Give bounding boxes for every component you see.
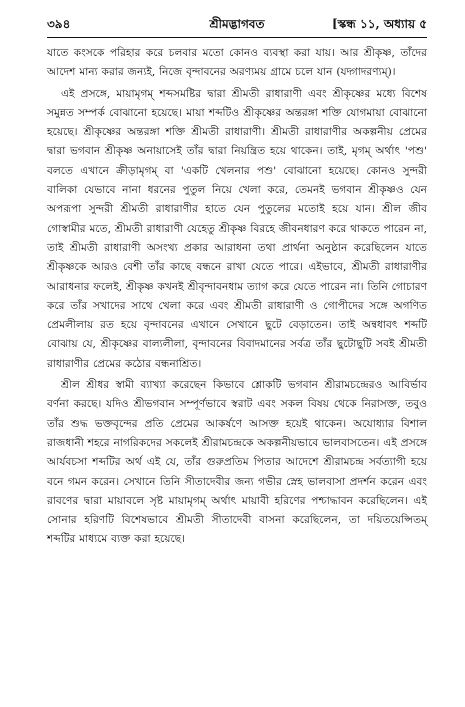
section-label: [স্কন্ধ ১১, অধ্যায় ৫ bbox=[331, 17, 427, 31]
book-title: শ্রীমদ্ভাগবত bbox=[209, 17, 265, 31]
paragraph-purport-radharani: এই প্রসঙ্গে, মায়ামৃগম্ শব্দসমষ্টির দ্বারা শ্রীমতী রাধারাণী এবং শ্রীকৃষ্ণের মধ্যে বিশেষ সমুন্নত সম্পর্ক বোঝানো হয়েছে। মায়া শব্দটিও শ্রীকৃষ্ণের অন্তরঙ্গা শক্তি যোগমায়া বোঝানো হয়েছে। শ্রীকৃষ্ণের অন্তরঙ্গা শক্তি শ্রীমতী রাধারাণী। শ্রীমতী রাধারাণীর অকল্পনীয় প্রেমের দ্বারা ভগবান শ্রীকৃষ্ণ অনায়াসেই তাঁর দ্বারা নিয়ন্ত্রিত হয়ে থাকেন। তাই, মৃগম্ অর্থাৎ 'পশু' বলতে এখানে ক্রীড়ামৃগম্ বা 'একটি খেলনার পশু' বোঝানো হয়েছে। কোনও সুন্দরী বালিকা যেভাবে নানা ধরনের পুতুল নিয়ে খেলা করে, তেমনই ভগবান শ্রীকৃষ্ণও যেন অপরূপা সুন্দরী শ্রীমতী রাধারাণীর হাতে যেন পুতুলের মতোই হয়ে যান। শ্রীল জীব গোস্বামীর মতে, শ্রীমতী রাধারাণী যেহেতু শ্রীকৃষ্ণ বিরহে জীবনধারণ করে থাকতে পারেন না, তাই শ্রীমতী রাধারাণী অসংখ্য প্রকার আরাধনা তথা প্রার্থনা অনুষ্ঠান করেছিলেন যাতে শ্রীকৃষ্ণকে আরও বেশী তাঁর কাছে বন্ধনে রাখা যেতে পারে। এইভাবে, শ্রীমতী রাধারাণীর আরাধনার ফলেই, শ্রীকৃষ্ণ কখনই শ্রীবৃন্দাবনধাম ত্যাগ করে যেতে পারেন না। তিনি গোচারণ করে তাঁর সখাদের সাথে খেলা করে এবং শ্রীমতী রাধারাণী ও গোপীদের সঙ্গে অগণিত প্রেমলীলায় রত হয়ে বৃন্দাবনের এখানে সেখানে ছুটে বেড়াতেন। তাই অন্বধাবৎ শব্দটি বোঝায় যে, শ্রীকৃষ্ণের বাল্যলীলা, বৃন্দাবনের বিবাদমানের সর্বত্র তাঁর ছুটোছুটি সবই শ্রীমতী রাধারাণীর প্রেমের কঠোর বন্ধনাশ্রিত। bbox=[47, 87, 427, 370]
paragraph-continuation: যাতে কংসকে পরিহার করে চলবার মতো কোনও ব্যবস্থা করা যায়। আর শ্রীকৃষ্ণ, তাঁদের আদেশ মান্য করার জন্যই, নিজে বৃন্দাবনের অরণ্যময় গ্রামে চলে যান (যদ্গাদরণ্যম্)। bbox=[47, 47, 427, 79]
page-header bbox=[47, 14, 427, 34]
header-rule bbox=[47, 37, 427, 38]
page-number: ৩৯৪ bbox=[47, 17, 71, 31]
paragraph-purport-ramachandra: শ্রীল শ্রীধর স্বামী ব্যাখ্যা করেছেন কিভাবে শ্লোকটি ভগবান শ্রীরামচন্দ্রেরও আবির্ভাব বর্ণনা করছে। যদিও শ্রীভগবান সম্পূর্ণভাবে স্বরাট এবং সকল বিষয় থেকে নিরাসক্ত, তবুও তাঁর শুদ্ধ ভক্তবৃন্দের প্রতি প্রেমের আকর্ষণে আসক্ত হয়েই থাকেন। অযোধ্যার বিশাল রাজধানী শহরে নাগরিকদের সকলেই শ্রীরামচন্দ্রকে অকল্পনীয়ভাবে ভালবাসতেন। এই প্রসঙ্গে আর্যবচসা শব্দটির অর্থ এই যে, তাঁর গুরুপ্রতিম পিতার আদেশে শ্রীরামচন্দ্র সর্বত্যাগী হয়ে বনে গমন করেন। সেখানে তিনি সীতাদেবীর জন্য গভীর স্নেহ ভালবাসা প্রদর্শন করেন এবং রাবণের দ্বারা মায়াবলে সৃষ্ট মায়ামৃগম্ অর্থাৎ মায়াবী হরিণের পশ্চাদ্ধাবন করেছিলেন। এই সোনার হরিণটি বিশেষভাবে শ্রীমতী সীতাদেবী বাসনা করেছিলেন, তা দয়িতয়েপ্সিতম্ শব্দটির মাধ্যমে ব্যক্ত করা হয়েছে। bbox=[47, 379, 427, 546]
